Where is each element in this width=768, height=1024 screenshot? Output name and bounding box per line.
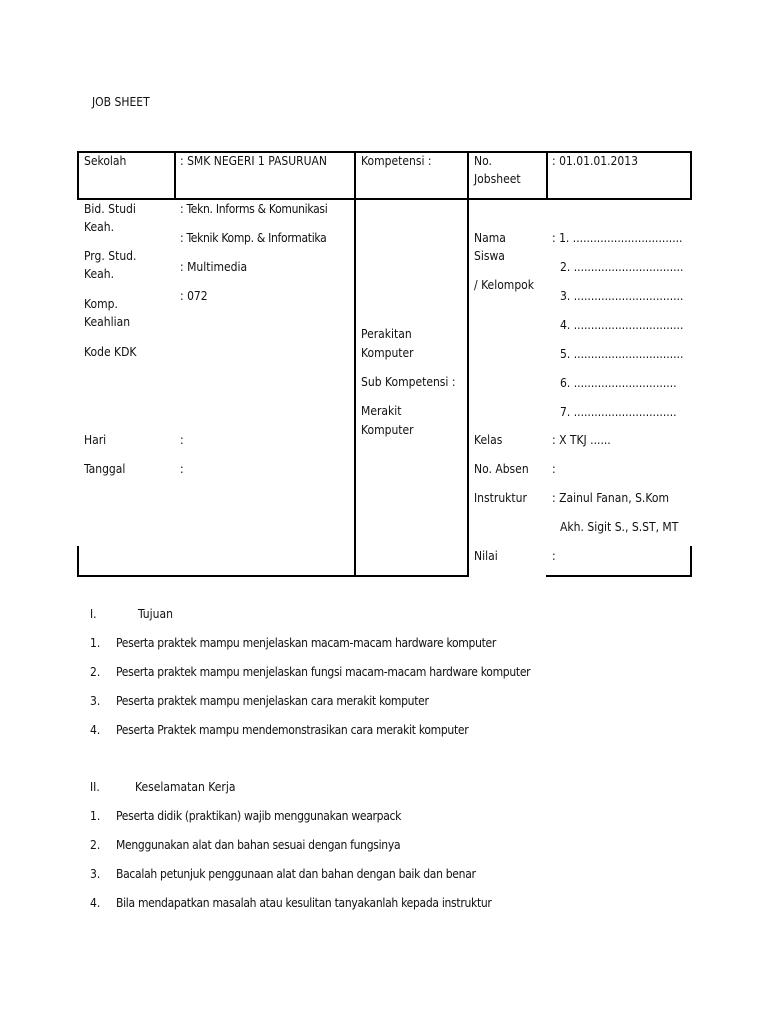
prg-stud-label-line1: Prg. Stud. — [84, 249, 137, 263]
student-name-slot-4: 4. ................................ — [560, 318, 684, 332]
list-item-text: Peserta praktek mampu menjelaskan macam-macam hardware komputer — [116, 636, 497, 650]
table-row-divider — [77, 198, 692, 200]
no-absen-label: No. Absen — [474, 462, 529, 476]
table-right-border-bottom — [690, 546, 692, 577]
list-item-text: Bila mendapatkan masalah atau kesulitan tanyakanlah kepada instruktur — [116, 896, 492, 910]
bid-studi-label-line1: Bid. Studi — [84, 202, 136, 216]
doc-title: JOB SHEET — [92, 95, 150, 109]
tanggal-label: Tanggal — [84, 462, 126, 476]
list-item-text: Menggunakan alat dan bahan sesuai dengan fungsinya — [116, 838, 401, 852]
list-item-text: Peserta didik (praktikan) wajib menggunakan wearpack — [116, 809, 402, 823]
sub-kompetensi-value-line1: Merakit — [361, 404, 402, 418]
student-name-slot-3: 3. ................................ — [560, 289, 684, 303]
list-item-number: 2. — [90, 665, 101, 679]
nama-siswa-label-line3: / Kelompok — [474, 278, 535, 292]
list-item-number: 3. — [90, 867, 101, 881]
table-col-divider-2 — [354, 151, 356, 577]
student-name-slot-1: : 1. ................................ — [552, 231, 683, 245]
sekolah-label: Sekolah — [84, 154, 127, 168]
list-item-number: 2. — [90, 838, 101, 852]
list-item-text: Peserta praktek mampu menjelaskan fungsi macam-macam hardware komputer — [116, 665, 531, 679]
student-name-slot-7: 7. .............................. — [560, 405, 677, 419]
student-name-slot-2: 2. ................................ — [560, 260, 684, 274]
komp-keahlian-label-line2: Keahlian — [84, 315, 131, 329]
jobsheet-label-line1: No. — [474, 154, 492, 168]
list-item-text: Peserta Praktek mampu mendemonstrasikan cara merakit komputer — [116, 723, 469, 737]
jobsheet-value: : 01.01.01.2013 — [552, 154, 639, 168]
kompetensi-label: Kompetensi : — [361, 154, 432, 168]
kelas-value: : X TKJ ...... — [552, 433, 611, 447]
list-item-number: 4. — [90, 723, 101, 737]
list-item-number: 1. — [90, 809, 101, 823]
nilai-label: Nilai — [474, 549, 498, 563]
table-left-border-top — [77, 151, 79, 199]
table-right-border-top — [690, 151, 692, 199]
table-bottom-border-left — [77, 575, 469, 577]
sekolah-value: : SMK NEGERI 1 PASURUAN — [180, 154, 327, 168]
list-item-text: Peserta praktek mampu menjelaskan cara merakit komputer — [116, 694, 429, 708]
section-title: Keselamatan Kerja — [135, 780, 236, 794]
table-col-divider-1 — [174, 151, 176, 199]
jobsheet-label-line2: Jobsheet — [474, 172, 521, 186]
nama-siswa-label-line1: Nama — [474, 231, 506, 245]
section-title: Tujuan — [138, 607, 173, 621]
section-numeral: I. — [90, 607, 97, 621]
instruktur-value-line1: : Zainul Fanan, S.Kom — [552, 491, 669, 505]
hari-label: Hari — [84, 433, 107, 447]
table-col-divider-3 — [467, 151, 469, 577]
sub-kompetensi-value-line2: Komputer — [361, 423, 414, 437]
student-name-slot-6: 6. .............................. — [560, 376, 677, 390]
no-absen-value: : — [552, 462, 556, 476]
bid-studi-label-line2: Keah. — [84, 220, 115, 234]
kompetensi-value-line2: Komputer — [361, 346, 414, 360]
sub-kompetensi-label: Sub Kompetensi : — [361, 375, 456, 389]
list-item-number: 3. — [90, 694, 101, 708]
bid-studi-value: : Tekn. Informs & Komunikasi — [180, 202, 328, 216]
list-item-text: Bacalah petunjuk penggunaan alat dan bahan dengan baik dan benar — [116, 867, 476, 881]
list-item-number: 1. — [90, 636, 101, 650]
kode-kdk-label: Kode KDK — [84, 345, 137, 359]
tanggal-value: : — [180, 462, 184, 476]
table-left-border-bottom — [77, 546, 79, 577]
section-numeral: II. — [90, 780, 100, 794]
kode-kdk-value: : 072 — [180, 289, 208, 303]
komp-keahlian-value: : Multimedia — [180, 260, 248, 274]
nama-siswa-label-line2: Siswa — [474, 249, 505, 263]
komp-keahlian-label-line1: Komp. — [84, 297, 118, 311]
table-bottom-border-right — [546, 575, 692, 577]
prg-stud-label-line2: Keah. — [84, 267, 115, 281]
kompetensi-value-line1: Perakitan — [361, 327, 412, 341]
list-item-number: 4. — [90, 896, 101, 910]
kelas-label: Kelas — [474, 433, 503, 447]
nilai-value: : — [552, 549, 556, 563]
prg-stud-value: : Teknik Komp. & Informatika — [180, 231, 327, 245]
hari-value: : — [180, 433, 184, 447]
instruktur-value-line2: Akh. Sigit S., S.ST, MT — [560, 520, 679, 534]
instruktur-label: Instruktur — [474, 491, 527, 505]
table-col-divider-4 — [546, 151, 548, 199]
student-name-slot-5: 5. ................................ — [560, 347, 684, 361]
